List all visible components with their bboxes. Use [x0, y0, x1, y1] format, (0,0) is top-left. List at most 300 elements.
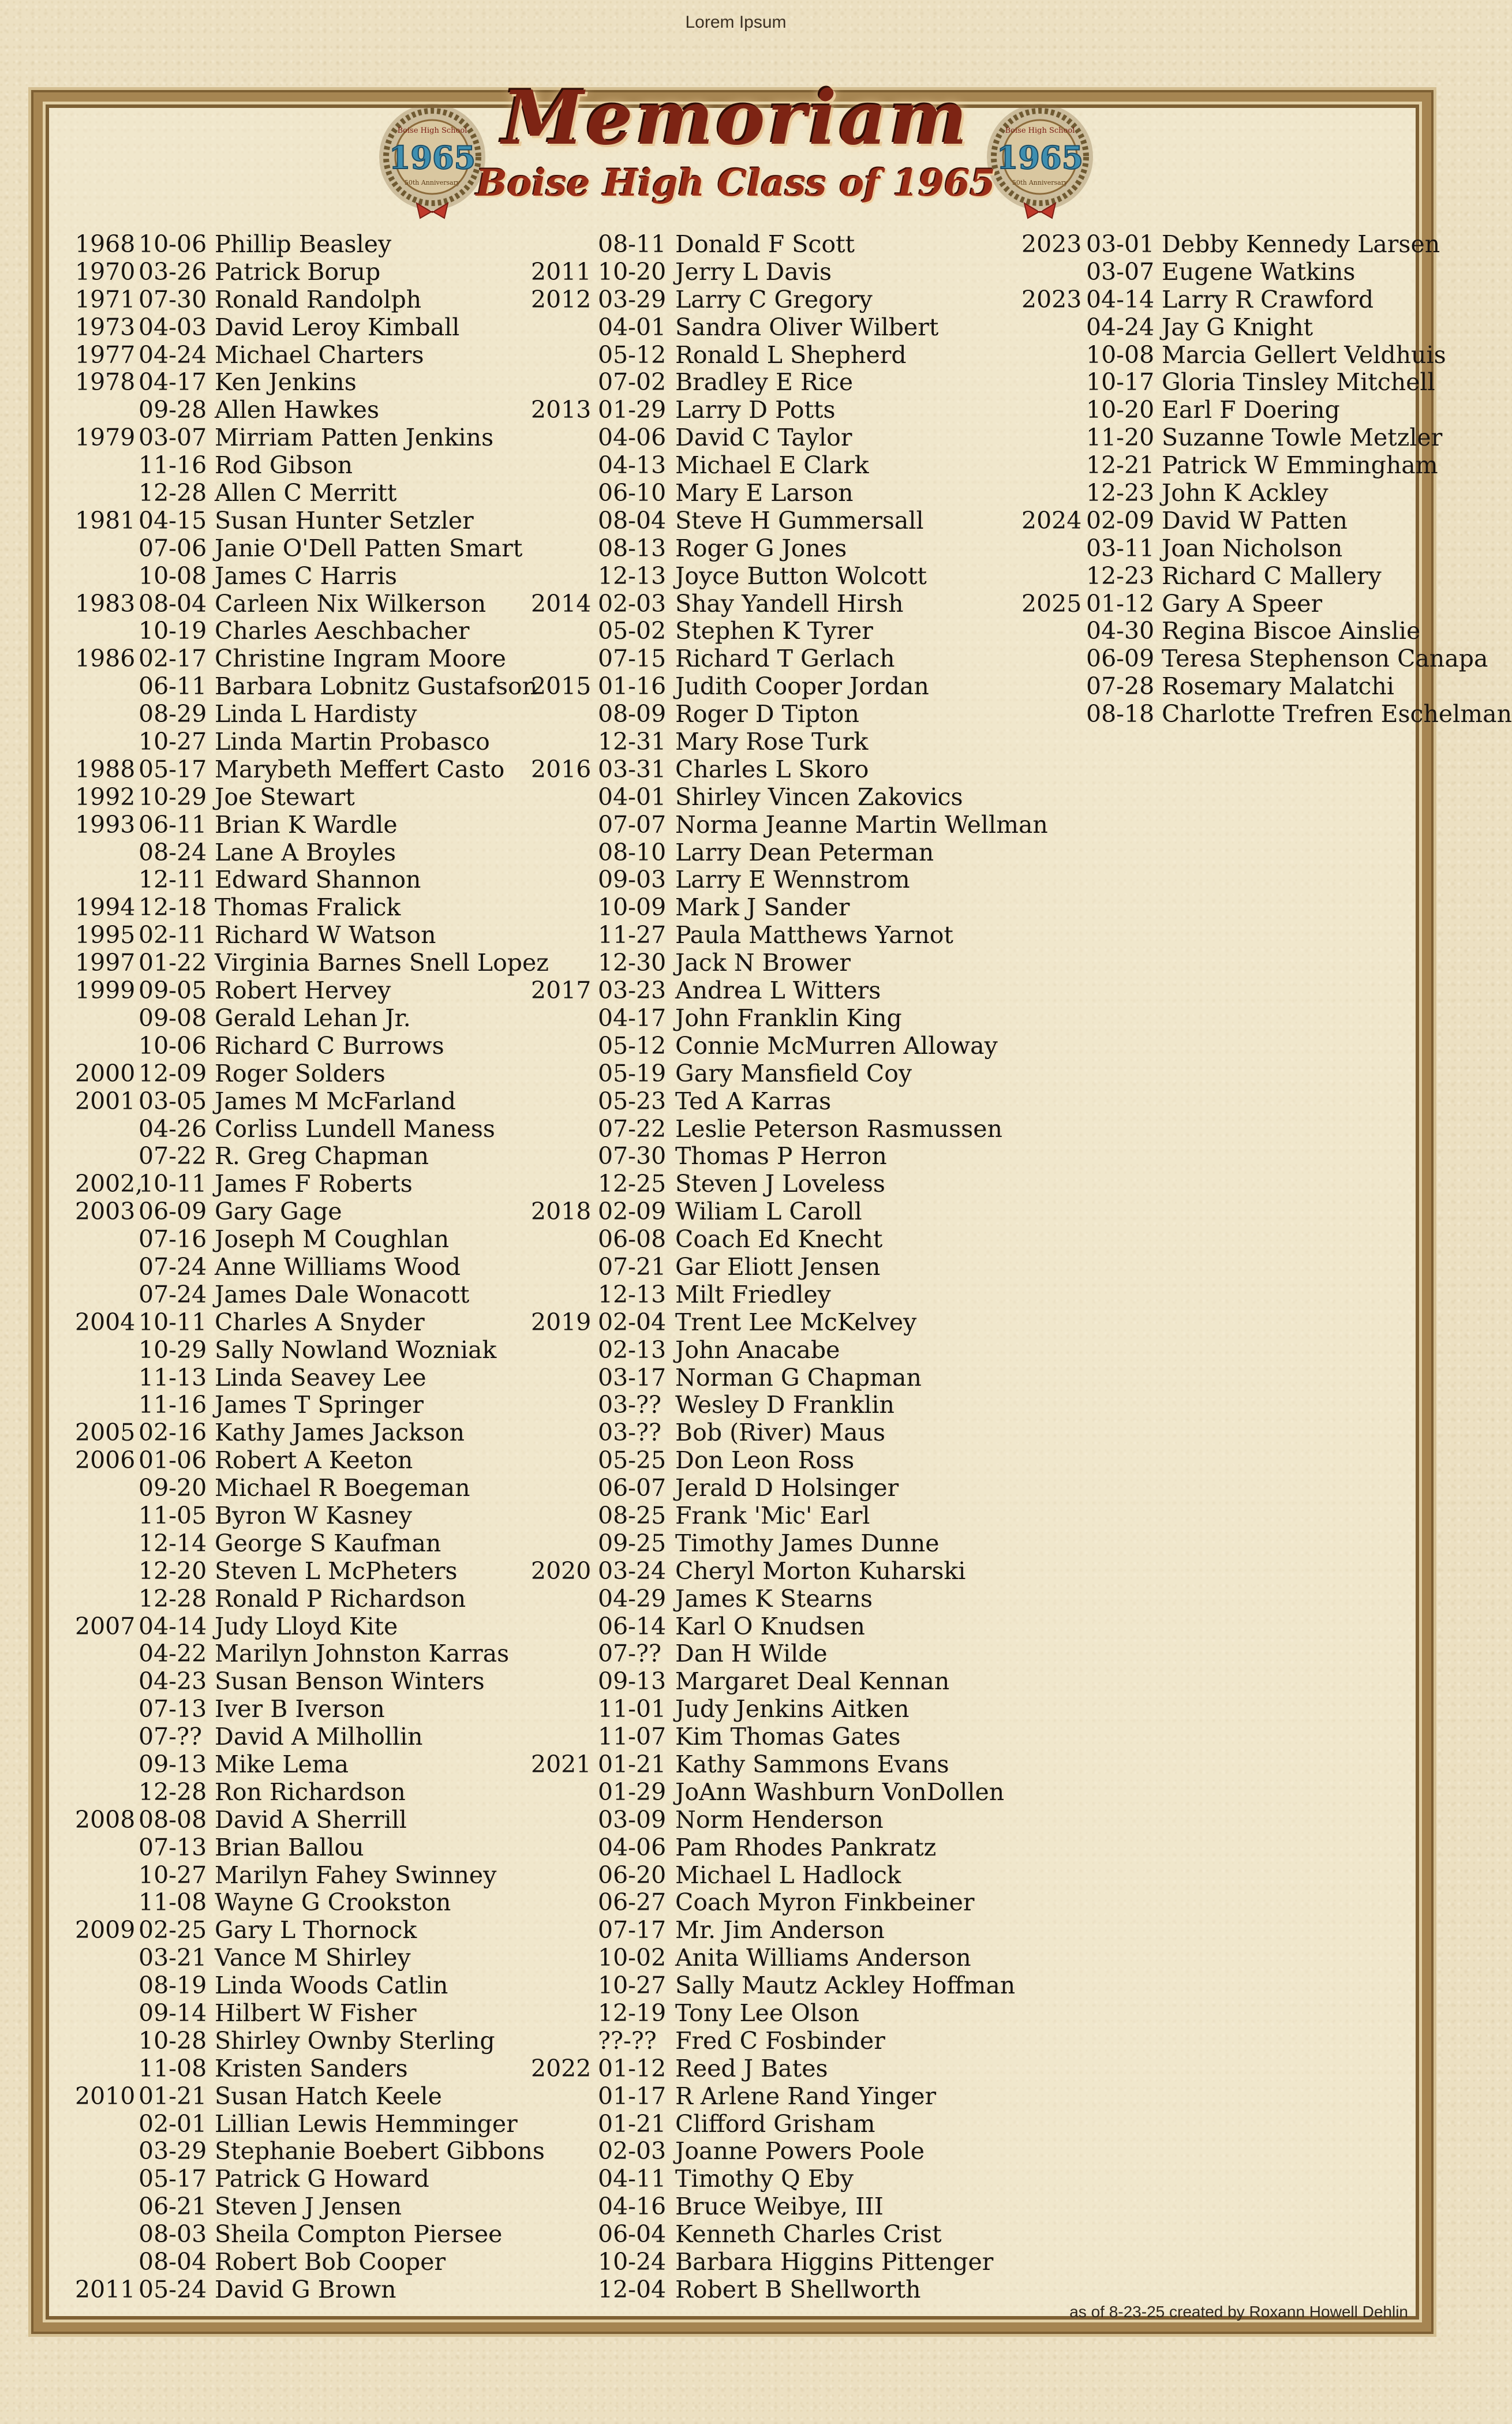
entry-name: Ken Jenkins: [215, 368, 357, 396]
entry-year: 2011: [75, 2275, 136, 2303]
entry-date: 08-03: [139, 2220, 207, 2249]
entry-year: 2025: [1021, 589, 1082, 618]
entry-date: 09-13: [598, 1667, 667, 1696]
entry-date: 10-11: [139, 1308, 207, 1336]
entry-name: Michael R Boegeman: [215, 1474, 470, 1502]
entry-name: Joyce Button Wolcott: [675, 562, 927, 590]
entry-date: 10-09: [598, 893, 667, 922]
entry-name: Coach Myron Finkbeiner: [675, 1888, 975, 1917]
entry-date: 06-14: [598, 1612, 667, 1640]
entry-year: 1971: [75, 285, 136, 313]
entry-date: 08-09: [598, 700, 667, 728]
entry-date: 08-04: [598, 506, 667, 534]
memorial-entry: [0, 1225, 883, 1254]
memorial-entry: [0, 1446, 855, 1475]
entry-name: James M McFarland: [215, 1087, 456, 1115]
entry-date: ??-??: [598, 2026, 657, 2055]
entry-date: 05-17: [139, 2165, 207, 2193]
entry-name: Richard C Mallery: [1162, 562, 1382, 590]
entry-date: 12-11: [139, 866, 207, 894]
entry-date: 10-06: [139, 1031, 207, 1060]
entry-name: Charles A Snyder: [215, 1308, 425, 1336]
entry-date: 03-24: [598, 1557, 667, 1585]
entry-name: Charles Aeschbacher: [215, 617, 470, 645]
entry-name: Bruce Weibye, III: [675, 2193, 884, 2221]
entry-date: 10-28: [139, 2026, 207, 2055]
page-subtitle: Boise High Class of 1965: [476, 162, 996, 205]
entry-name: Judy Jenkins Aitken: [675, 1695, 910, 1723]
entry-date: 04-16: [598, 2193, 667, 2221]
memorial-entry: [0, 1999, 860, 2028]
entry-name: Coach Ed Knecht: [675, 1225, 883, 1254]
memorial-entry: [0, 1031, 998, 1060]
entry-date: 08-19: [139, 1972, 207, 2000]
entry-date: 03-07: [1086, 257, 1155, 286]
memorial-entry: [0, 1557, 966, 1585]
memorial-entry: [0, 1584, 873, 1613]
entry-date: 10-06: [139, 230, 207, 258]
entry-year: 2020: [531, 1557, 592, 1585]
entry-date: 01-12: [1086, 589, 1155, 618]
entry-date: 03-21: [139, 1944, 207, 1972]
entry-name: Ron Richardson: [215, 1778, 406, 1806]
entry-date: 07-30: [598, 1142, 667, 1170]
entry-name: Kenneth Charles Crist: [675, 2220, 942, 2249]
entry-date: 05-24: [139, 2275, 207, 2303]
entry-name: Jerald D Holsinger: [675, 1474, 899, 1502]
memorial-entry: [0, 1916, 885, 1944]
entry-year: 1992: [75, 783, 136, 811]
entry-date: 03-05: [139, 1087, 207, 1115]
entry-name: Anita Williams Anderson: [675, 1944, 971, 1972]
entry-year: 2003: [75, 1198, 136, 1226]
entry-name: James T Springer: [215, 1391, 424, 1419]
svg-text:1965: 1965: [996, 139, 1084, 176]
entry-name: David A Sherrill: [215, 1805, 407, 1834]
entry-date: 09-25: [598, 1529, 667, 1557]
entry-date: 10-08: [1086, 341, 1155, 369]
entry-name: Steve H Gummersall: [675, 506, 924, 534]
entry-date: 09-20: [139, 1474, 207, 1502]
entry-date: 12-13: [598, 562, 667, 590]
entry-date: 06-07: [598, 1474, 667, 1502]
entry-name: Linda Seavey Lee: [215, 1363, 426, 1391]
memorial-entry: [0, 1640, 828, 1668]
entry-date: 10-08: [139, 562, 207, 590]
entry-date: 12-04: [598, 2275, 667, 2303]
entry-date: 02-11: [139, 921, 207, 949]
entry-name: Edward Shannon: [215, 866, 421, 894]
entry-name: Larry R Crawford: [1162, 285, 1374, 313]
entry-name: Steven J Loveless: [675, 1170, 885, 1198]
entry-name: Linda Woods Catlin: [215, 1972, 448, 2000]
entry-name: Joanne Powers Poole: [675, 2137, 925, 2165]
entry-name: Regina Biscoe Ainslie: [1162, 617, 1421, 645]
entry-year: 2002,: [75, 1170, 143, 1198]
entry-name: Margaret Deal Kennan: [675, 1667, 950, 1696]
entry-date: 11-20: [1086, 424, 1155, 452]
entry-date: 11-13: [139, 1363, 207, 1391]
entry-date: 04-01: [598, 783, 667, 811]
entry-name: David A Milhollin: [215, 1723, 423, 1751]
entry-date: 08-13: [598, 534, 667, 562]
entry-date: 07-17: [598, 1916, 667, 1944]
entry-year: 2012: [531, 285, 592, 313]
credits-caption: as of 8-23-25 created by Roxann Howell Dehlin: [1069, 2303, 1408, 2321]
entry-date: 12-14: [139, 1529, 207, 1557]
entry-year: 2023: [1021, 230, 1082, 258]
memorial-entry: [0, 2137, 925, 2165]
entry-name: Susan Hunter Setzler: [215, 506, 474, 534]
entry-name: Marcia Gellert Veldhuis: [1162, 341, 1446, 369]
entry-name: David W Patten: [1162, 506, 1348, 534]
entry-date: 11-01: [598, 1695, 667, 1723]
entry-name: Charlotte Trefren Eschelman: [1162, 700, 1512, 728]
memorial-entry: [0, 2082, 937, 2111]
entry-name: Stephanie Boebert Gibbons: [215, 2137, 545, 2165]
entry-date: 08-29: [139, 700, 207, 728]
entry-date: 12-09: [139, 1059, 207, 1087]
entry-date: 03-09: [598, 1805, 667, 1834]
memorial-entry: [0, 2193, 884, 2221]
entry-date: 08-18: [1086, 700, 1155, 728]
entry-name: Patrick W Emmingham: [1162, 451, 1438, 480]
memorial-entry: [0, 1972, 1016, 2000]
entry-name: Thomas P Herron: [675, 1142, 887, 1170]
entry-year: 2010: [75, 2082, 136, 2110]
entry-date: 08-04: [139, 589, 207, 618]
memorial-entry: [0, 2165, 854, 2193]
entry-name: Dan H Wilde: [675, 1640, 828, 1668]
top-caption: Lorem Ipsum: [685, 13, 787, 32]
memorial-entry: [0, 1142, 887, 1170]
memorial-entry: [0, 1695, 910, 1723]
entry-name: Rod Gibson: [215, 451, 353, 480]
entry-name: Michael L Hadlock: [675, 1861, 901, 1889]
entry-date: 07-30: [139, 285, 207, 313]
entry-name: Susan Hatch Keele: [215, 2082, 442, 2110]
entry-name: Gary Mansfield Coy: [675, 1059, 912, 1087]
entry-date: 12-21: [1086, 451, 1155, 480]
entry-year: 1978: [75, 368, 136, 396]
entry-year: 2006: [75, 1446, 136, 1475]
entry-date: 10-27: [598, 1972, 667, 2000]
entry-name: Shirley Ownby Sterling: [215, 2026, 495, 2055]
memorial-entry: [0, 2109, 875, 2138]
memorial-entry: [0, 728, 869, 756]
memorial-entry: [0, 838, 934, 867]
memorial-entry: [0, 1805, 884, 1834]
entry-name: Judy Lloyd Kite: [215, 1612, 398, 1640]
entry-date: 07-13: [139, 1695, 207, 1723]
entry-year: 2021: [531, 1750, 592, 1778]
entry-date: 04-15: [139, 506, 207, 534]
entry-name: Michael Charters: [215, 341, 424, 369]
entry-year: 2018: [531, 1198, 592, 1226]
entry-date: 01-21: [598, 1750, 667, 1778]
entry-date: 11-05: [139, 1501, 207, 1529]
entry-date: 12-25: [598, 1170, 667, 1198]
entry-name: Mike Lema: [215, 1750, 349, 1778]
entry-date: 04-23: [139, 1667, 207, 1696]
entry-name: Patrick G Howard: [215, 2165, 429, 2193]
entry-date: 03-29: [598, 285, 667, 313]
entry-name: Eugene Watkins: [1162, 257, 1356, 286]
entry-year: 1997: [75, 949, 136, 977]
memorial-entry: [0, 1198, 862, 1226]
entry-year: 1995: [75, 921, 136, 949]
entry-date: 06-09: [1086, 645, 1155, 673]
entry-name: Marilyn Fahey Swinney: [215, 1861, 497, 1889]
entry-name: Frank 'Mic' Earl: [675, 1501, 870, 1529]
entry-name: Cheryl Morton Kuharski: [675, 1557, 966, 1585]
entry-date: 10-27: [139, 728, 207, 756]
memorial-entry: [0, 1308, 917, 1337]
entry-name: Ronald L Shepherd: [675, 341, 907, 369]
entry-name: Gary L Thornock: [215, 1916, 417, 1944]
entry-date: 01-29: [598, 1778, 667, 1806]
entry-name: Earl F Doering: [1162, 396, 1340, 424]
entry-date: 03-29: [139, 2137, 207, 2165]
entry-name: Christine Ingram Moore: [215, 645, 506, 673]
entry-date: 06-08: [598, 1225, 667, 1254]
entry-name: Charles L Skoro: [675, 755, 869, 783]
entry-year: 1968: [75, 230, 136, 258]
entry-name: Timothy James Dunne: [675, 1529, 940, 1557]
entry-date: 12-23: [1086, 562, 1155, 590]
entry-year: 2013: [531, 396, 592, 424]
entry-name: Hilbert W Fisher: [215, 1999, 417, 2027]
entry-date: 12-30: [598, 949, 667, 977]
memorial-entry: [0, 1336, 840, 1364]
entry-name: Richard W Watson: [215, 921, 436, 949]
entry-date: 02-04: [598, 1308, 667, 1336]
entry-date: 10-20: [598, 257, 667, 286]
entry-date: 03-??: [598, 1391, 661, 1419]
memorial-entry: [0, 1391, 895, 1419]
memorial-entry: [0, 893, 850, 922]
entry-date: 07-21: [598, 1252, 667, 1281]
entry-name: Bradley E Rice: [675, 368, 854, 396]
entry-year: 1981: [75, 506, 136, 534]
entry-name: Mirriam Patten Jenkins: [215, 424, 494, 452]
entry-year: 1986: [75, 645, 136, 673]
entry-name: John Franklin King: [675, 1004, 902, 1032]
entry-name: Thomas Fralick: [215, 893, 401, 922]
entry-name: Connie McMurren Alloway: [675, 1031, 998, 1060]
entry-date: 02-03: [598, 2137, 667, 2165]
memorial-entry: [0, 866, 910, 894]
entry-name: Judith Cooper Jordan: [675, 672, 929, 701]
entry-date: 01-21: [139, 2082, 207, 2110]
entry-date: 04-26: [139, 1114, 207, 1143]
svg-text:50th Anniversary: 50th Anniversary: [1012, 179, 1068, 186]
memorial-entry: [0, 1419, 885, 1447]
entry-date: 03-??: [598, 1419, 661, 1447]
entry-name: John Anacabe: [675, 1336, 840, 1364]
entry-date: 06-21: [139, 2193, 207, 2221]
entry-date: 08-24: [139, 838, 207, 866]
entry-date: 06-10: [598, 479, 667, 507]
entry-date: 03-01: [1086, 230, 1155, 258]
entry-name: Paula Matthews Yarnot: [675, 921, 953, 949]
entry-date: 05-19: [598, 1059, 667, 1087]
entry-date: 02-17: [139, 645, 207, 673]
entry-name: Wiliam L Caroll: [675, 1198, 862, 1226]
entry-name: Sandra Oliver Wilbert: [675, 313, 939, 341]
entry-date: 04-30: [1086, 617, 1155, 645]
memorial-entry: [0, 1888, 975, 1917]
svg-text:Boise High School: Boise High School: [397, 126, 467, 135]
entry-date: 02-09: [598, 1198, 667, 1226]
entry-date: 10-29: [139, 1336, 207, 1364]
entry-name: Steven J Jensen: [215, 2193, 402, 2221]
entry-name: Don Leon Ross: [675, 1446, 855, 1475]
entry-date: 02-09: [1086, 506, 1155, 534]
entry-date: 07-28: [1086, 672, 1155, 701]
entry-name: Jack N Brower: [675, 949, 851, 977]
entry-date: 04-11: [598, 2165, 667, 2193]
entry-date: 04-24: [139, 341, 207, 369]
memorial-entry: [0, 949, 851, 977]
entry-name: Norman G Chapman: [675, 1363, 922, 1391]
entry-date: 09-03: [598, 866, 667, 894]
entry-date: 06-11: [139, 810, 207, 839]
entry-name: Iver B Iverson: [215, 1695, 385, 1723]
entry-date: 07-??: [598, 1640, 661, 1668]
entry-date: 05-23: [598, 1087, 667, 1115]
entry-date: 07-16: [139, 1225, 207, 1254]
entry-year: 2008: [75, 1805, 136, 1834]
entry-date: 02-13: [598, 1336, 667, 1364]
entry-name: Robert Bob Cooper: [215, 2248, 446, 2276]
svg-text:1965: 1965: [388, 139, 476, 176]
entry-name: Debby Kennedy Larsen: [1162, 230, 1440, 258]
entry-name: Anne Williams Wood: [215, 1252, 461, 1281]
memorial-entry: [0, 1667, 950, 1696]
entry-name: R Arlene Rand Yinger: [675, 2082, 937, 2110]
entry-date: 05-12: [598, 1031, 667, 1060]
entry-name: Mary E Larson: [675, 479, 854, 507]
entry-name: Susan Benson Winters: [215, 1667, 485, 1696]
memorial-entry: [0, 1612, 865, 1641]
entry-date: 01-29: [598, 396, 667, 424]
entry-name: Roger D Tipton: [675, 700, 859, 728]
entry-date: 07-24: [139, 1252, 207, 1281]
entry-date: 12-20: [139, 1557, 207, 1585]
entry-date: 10-27: [139, 1861, 207, 1889]
entry-date: 10-19: [139, 617, 207, 645]
memorial-entry: [0, 1833, 937, 1862]
entry-date: 07-22: [598, 1114, 667, 1143]
memorial-entry: [0, 2220, 942, 2249]
entry-date: 07-06: [139, 534, 207, 562]
entry-date: 03-31: [598, 755, 667, 783]
entry-name: Shay Yandell Hirsh: [675, 589, 904, 618]
entry-name: Shirley Vincen Zakovics: [675, 783, 963, 811]
entry-date: 01-17: [598, 2082, 667, 2110]
entry-date: 04-01: [598, 313, 667, 341]
entry-year: 2019: [531, 1308, 592, 1336]
entry-name: Pam Rhodes Pankratz: [675, 1833, 937, 1861]
entry-date: 04-06: [598, 424, 667, 452]
entry-name: Richard T Gerlach: [675, 645, 895, 673]
entry-date: 09-14: [139, 1999, 207, 2027]
entry-date: 05-12: [598, 341, 667, 369]
entry-date: 07-??: [139, 1723, 202, 1751]
entry-year: 2007: [75, 1612, 136, 1640]
entry-name: Robert A Keeton: [215, 1446, 413, 1475]
entry-name: Jay G Knight: [1162, 313, 1313, 341]
entry-date: 08-10: [598, 838, 667, 866]
entry-year: 1999: [75, 977, 136, 1005]
memorial-entry: [0, 1944, 971, 1972]
memorial-entry: [0, 755, 869, 784]
entry-name: Sally Mautz Ackley Hoffman: [675, 1972, 1016, 2000]
entry-name: Carleen Nix Wilkerson: [215, 589, 486, 618]
entry-date: 02-25: [139, 1916, 207, 1944]
entry-name: Kristen Sanders: [215, 2054, 408, 2082]
entry-name: James F Roberts: [215, 1170, 413, 1198]
entry-year: 2000: [75, 1059, 136, 1087]
entry-date: 02-16: [139, 1419, 207, 1447]
entry-name: Suzanne Towle Metzler: [1162, 424, 1443, 452]
entry-name: Larry E Wennstrom: [675, 866, 910, 894]
entry-date: 11-07: [598, 1723, 667, 1751]
memorial-entry: [0, 810, 1048, 839]
entry-name: Gloria Tinsley Mitchell: [1162, 368, 1435, 396]
entry-date: 05-17: [139, 755, 207, 783]
entry-year: 1979: [75, 424, 136, 452]
entry-name: Ted A Karras: [675, 1087, 832, 1115]
entry-name: Phillip Beasley: [215, 230, 392, 258]
entry-name: Mary Rose Turk: [675, 728, 869, 756]
entry-date: 12-28: [139, 479, 207, 507]
entry-year: 2014: [531, 589, 592, 618]
entry-name: Sally Nowland Wozniak: [215, 1336, 497, 1364]
entry-name: Robert Hervey: [215, 977, 391, 1005]
memorial-entry: [0, 1280, 831, 1309]
entry-date: 06-09: [139, 1198, 207, 1226]
entry-name: Lane A Broyles: [215, 838, 396, 866]
entry-name: Gerald Lehan Jr.: [215, 1004, 411, 1032]
memorial-entry: [0, 921, 953, 949]
entry-name: David C Taylor: [675, 424, 852, 452]
entry-date: 11-16: [139, 1391, 207, 1419]
entry-year: 2011: [531, 257, 592, 286]
entry-date: 12-19: [598, 1999, 667, 2027]
memorial-entry: [0, 1087, 832, 1116]
entry-date: 04-24: [1086, 313, 1155, 341]
entry-year: 1993: [75, 810, 136, 839]
entry-name: Barbara Higgins Pittenger: [675, 2248, 994, 2276]
memorial-entry: [0, 1723, 901, 1751]
entry-name: Jerry L Davis: [675, 257, 832, 286]
entry-name: Wesley D Franklin: [675, 1391, 895, 1419]
entry-date: 11-08: [139, 1888, 207, 1917]
entry-year: 2015: [531, 672, 592, 701]
entry-date: 01-12: [598, 2054, 667, 2082]
entry-date: 01-21: [598, 2109, 667, 2138]
entry-date: 09-05: [139, 977, 207, 1005]
entry-date: 01-16: [598, 672, 667, 701]
entry-name: Janie O'Dell Patten Smart: [215, 534, 523, 562]
entry-name: Mark J Sander: [675, 893, 850, 922]
memorial-entry: [0, 2275, 921, 2304]
entry-date: 04-03: [139, 313, 207, 341]
entry-year: 1970: [75, 257, 136, 286]
entry-name: Roger G Jones: [675, 534, 847, 562]
